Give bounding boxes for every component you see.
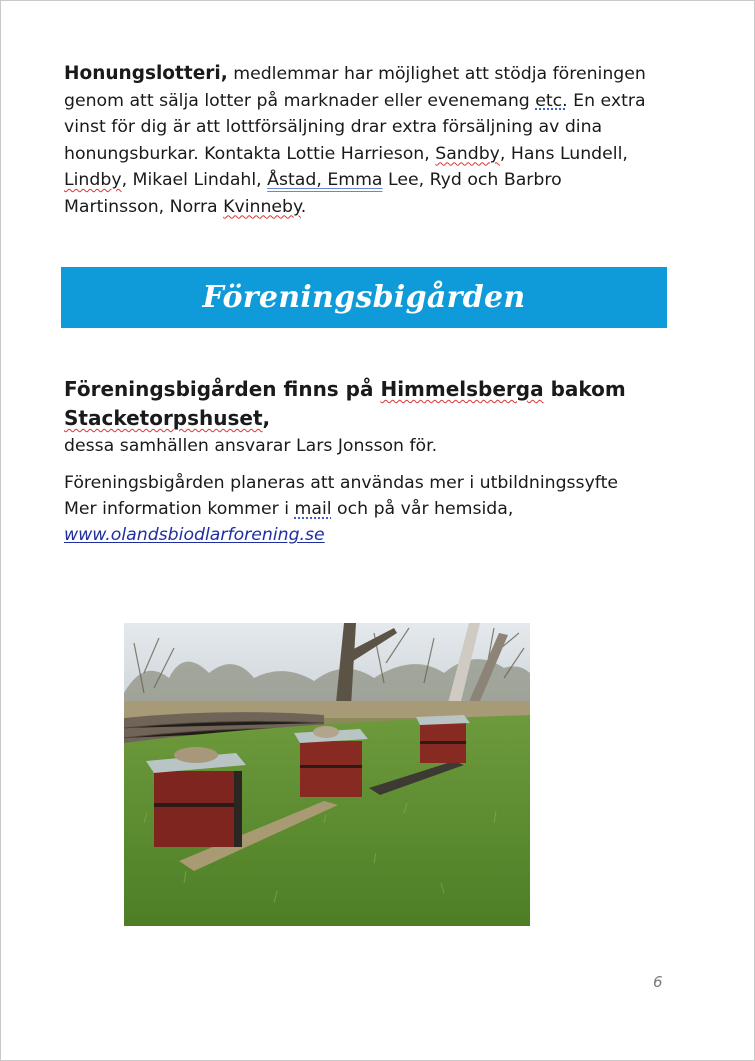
section-heading (64, 375, 664, 433)
lottery-text-6: . (300, 196, 307, 217)
lottery-text-2: En extra vinst för dig är att lottförsäljning drar extra försäljning av dina honungsburkar. Kontakta Lottie Harrieson, (64, 90, 646, 164)
heading-house: Stacketorpshuset (64, 406, 263, 430)
info-text-b: och på vår hemsida, (331, 499, 514, 519)
heading-text-1: Föreningsbigården finns på (64, 377, 381, 401)
responsible-line: dessa samhällen ansvarar Lars Jonsson för. (64, 436, 438, 456)
page-number: 6 (653, 973, 663, 991)
place-sandby: Sandby (435, 143, 500, 164)
lottery-text-5: Lee, Ryd och Barbro Martinsson, Norra (64, 170, 562, 217)
lottery-etc: etc. (535, 90, 568, 111)
lottery-text-4: , Mikael Lindahl, (121, 170, 268, 190)
info-text-a: Mer information kommer i (64, 499, 295, 519)
info-paragraph (64, 470, 684, 548)
heading-place: Himmelsberga (380, 377, 544, 401)
heading-text-2: bakom (543, 377, 626, 401)
banner-title: Föreningsbigården (202, 280, 526, 315)
info-line-1: Föreningsbigården planeras att användas mer i utbildningssyfte (64, 473, 618, 493)
beehive-photo (124, 623, 530, 926)
heading-text-3: , (262, 406, 271, 430)
place-astad: Åstad, Emma (267, 170, 383, 190)
place-kvinneby: Kvinneby (223, 196, 301, 217)
section-banner (61, 267, 667, 328)
website-link[interactable]: www.olandsbiodlarforening.se (64, 525, 325, 545)
lottery-paragraph (64, 61, 664, 220)
info-mail: mail (294, 499, 332, 519)
lottery-lead: Honungslotteri, (64, 63, 228, 84)
place-lindby: Lindby (64, 170, 122, 190)
lottery-text-3: , Hans Lundell, (499, 143, 628, 164)
info-line-2 (64, 496, 684, 522)
lottery-text-1: medlemmar har möjlighet att stödja föreningen genom att sälja lotter på marknader eller evenemang (64, 64, 646, 111)
